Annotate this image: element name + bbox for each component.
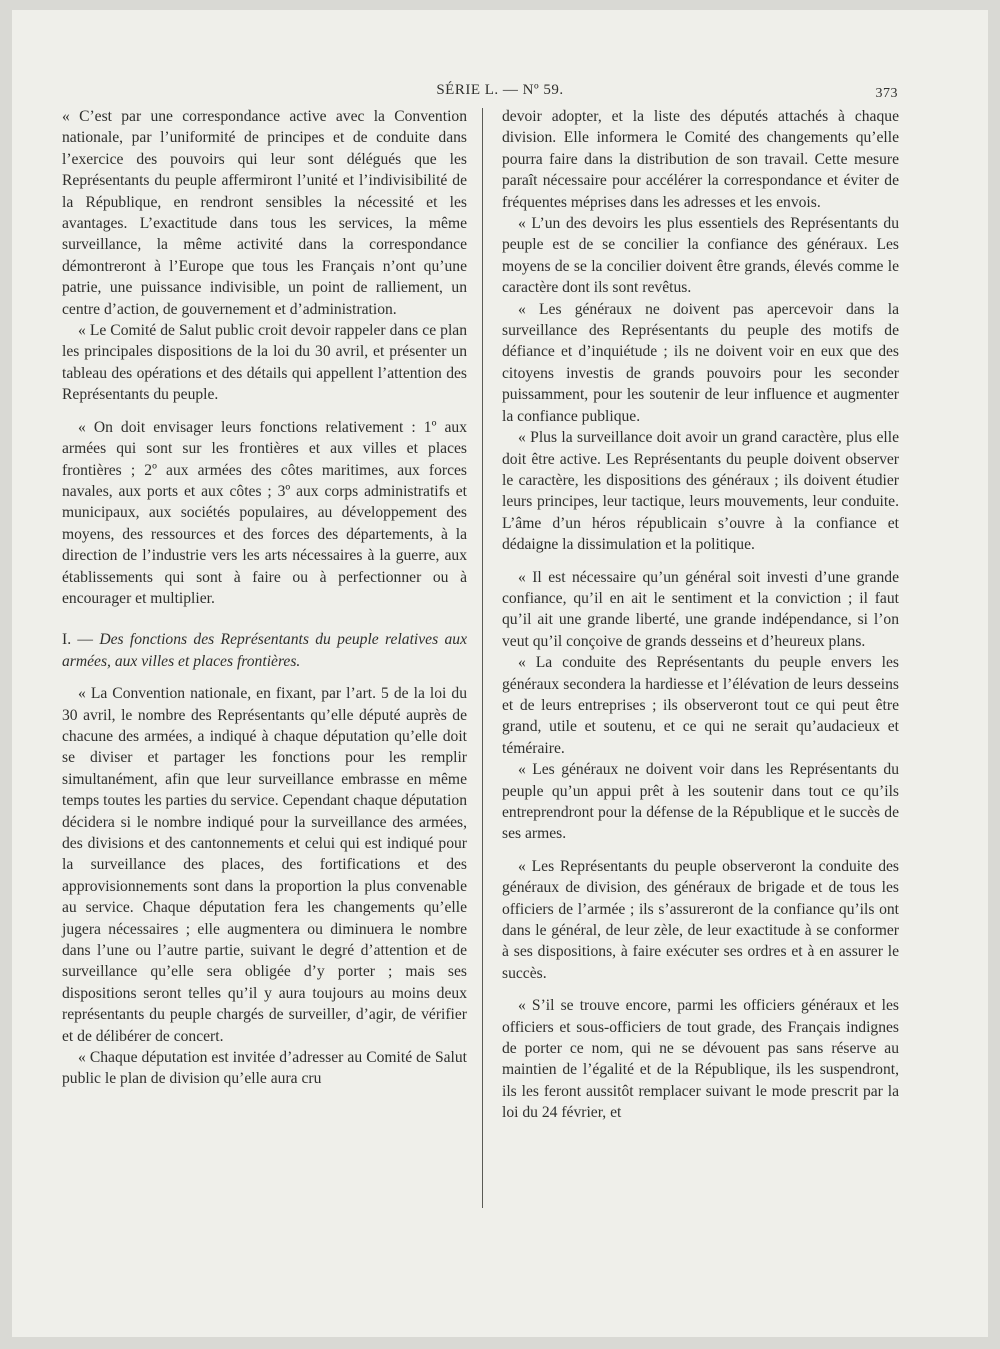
page-number: 373 bbox=[875, 86, 898, 101]
column-divider bbox=[482, 108, 483, 1208]
left-paragraph-2: « Le Comité de Salut public croit devoir rappeler dans ce plan les principales dispositions de la loi du 30 avril, et présenter un tableau des opérations et des détails qui appellent l’attention des Représentants du peuple. bbox=[62, 322, 467, 404]
left-column bbox=[62, 106, 467, 1090]
left-paragraph-5: « Chaque députation est invitée d’adresser au Comité de Salut public le plan de division qu’elle aura cru bbox=[62, 1049, 467, 1088]
section-heading-title: Des fonctions des Représentants du peuple relatives aux armées, aux villes et places frontières. bbox=[62, 631, 467, 670]
left-paragraph-1: « C’est par une correspondance active avec la Convention nationale, par l’uniformité de principes et de conduite dans l’exercice des pouvoirs qui leur sont délégués que les Représentants du peuple affermiront l’unité et l’indivisibilité de la République, en rendront sensibles la nécessité et les avantages. L’exactitude dans tous les services, la même surveillance, la même activité dans la correspondance démontreront à l’Europe que tous les Français n’ont qu’une patrie, une puissance indivisible, un point de ralliement, un centre d’action, de gouvernement et d’administration. bbox=[62, 108, 467, 318]
document-page bbox=[12, 10, 988, 1337]
right-column bbox=[502, 106, 899, 1124]
section-heading bbox=[62, 629, 467, 672]
right-paragraph-8: « Les Représentants du peuple observeront la conduite des généraux de division, des généraux de brigade et de tous les officiers de l’armée ; ils s’assureront de la confiance qu’ils ont dans le général, de leur zèle, de leur exactitude à se conformer à ses dispositions, à faire exécuter ses ordres et à en assurer le succès. bbox=[502, 857, 899, 982]
right-paragraph-1: devoir adopter, et la liste des députés attachés à chaque division. Elle informera le Comité des changements qu’elle pourra faire dans la distribution de son travail. Cette mesure paraît nécessaire pour accélérer la correspondance et éviter de fréquentes méprises dans les adresses et les envois. bbox=[502, 108, 899, 211]
left-paragraph-3: « On doit envisager leurs fonctions relativement : 1º aux armées qui sont sur les frontières et aux villes et places frontières ; 2º aux armées des côtes maritimes, aux forces navales, aux ports et aux côtes ; 3º aux corps administratifs et municipaux, aux sociétés populaires, au développement des moyens, des ressources et des forces des départements, à la direction de l’industrie vers les arts nécessaires à la guerre, aux établissements qui sont à faire ou à perfectionner ou à encourager et multiplier. bbox=[62, 418, 467, 607]
right-paragraph-5: « Il est nécessaire qu’un général soit investi d’une grande confiance, qu’il en ait le sentiment et la conviction ; il faut qu’il ait une grande liberté, une grande indépendance, si l’on veut qu’il conçoive de grands desseins et d’heureux plans. bbox=[502, 568, 899, 650]
section-heading-number: I. — bbox=[62, 631, 100, 649]
right-paragraph-9: « S’il se trouve encore, parmi les officiers généraux et les officiers et sous-officiers de tout grade, des Français indignes de porter ce nom, qui ne se dévouent pas sans réserve au maintien de l’égalité et de la République, ils les suspendront, ils les feront aussitôt remplacer suivant le mode prescrit par la loi du 24 février, et bbox=[502, 997, 899, 1122]
running-header bbox=[12, 82, 988, 104]
right-paragraph-6: « La conduite des Représentants du peuple envers les généraux secondera la hardiesse et l’élévation de leurs desseins et de leurs entreprises ; ils observeront tout ce qui peut être grand, utile et soutenu, et ce qui ne serait qu’audacieux et téméraire. bbox=[502, 654, 899, 757]
right-paragraph-2: « L’un des devoirs les plus essentiels des Représentants du peuple est de se concilier la confiance des généraux. Les moyens de se la concilier doivent être grands, élevés comme le caractère dont ils sont revêtus. bbox=[502, 215, 899, 297]
left-paragraph-4: « La Convention nationale, en fixant, par l’art. 5 de la loi du 30 avril, le nombre des Représentants qu’elle député auprès de chacune des armées, a indiqué à chaque députation qu’elle doit se diviser et partager les fonctions pour les remplir simultanément, afin que leur surveillance embrasse en même temps toutes les parties du service. Cependant chaque députation décidera si le nombre indiqué pour la surveillance des armées, des divisions et des cantonnements et celui qui est indiqué pour la surveillance des places, des fortifications et des approvisionnements sont dans la proportion la plus convenable au service. Chaque députation fera les changements qu’elle jugera nécessaires ; elle augmentera ou diminuera le nombre dans l’une ou l’autre partie, suivant le degré d’attention et de surveillance qu’elle sera obligée d’y porter ; mais ses dispositions seront telles qu’il y aura toujours au moins deux représentants du peuple chargés de surveiller, d’agir, de vérifier et de délibérer de concert. bbox=[62, 685, 467, 1045]
right-paragraph-7: « Les généraux ne doivent voir dans les Représentants du peuple qu’un appui prêt à les soutenir dans tout ce qu’ils entreprendront pour la défense de la République et le succès de ses armes. bbox=[502, 761, 899, 843]
right-paragraph-3: « Les généraux ne doivent pas apercevoir dans la surveillance des Représentants du peuple des motifs de défiance et d’inquiétude ; ils ne doivent voir en eux que des citoyens investis de grands pouvoirs pour les seconder puissamment, pour les soutenir de leur influence et augmenter la confiance publique. bbox=[502, 300, 899, 425]
right-paragraph-4: « Plus la surveillance doit avoir un grand caractère, plus elle doit être active. Les Représentants du peuple doivent observer le caractère, les dispositions des généraux ; ils doivent étudier leurs principes, leur tactique, leurs mouvements, leur conduite. L’âme d’un héros républicain s’ouvre à la confiance et dédaigne la dissimulation et la politique. bbox=[502, 429, 899, 554]
series-title: SÉRIE L. — Nº 59. bbox=[436, 82, 564, 98]
